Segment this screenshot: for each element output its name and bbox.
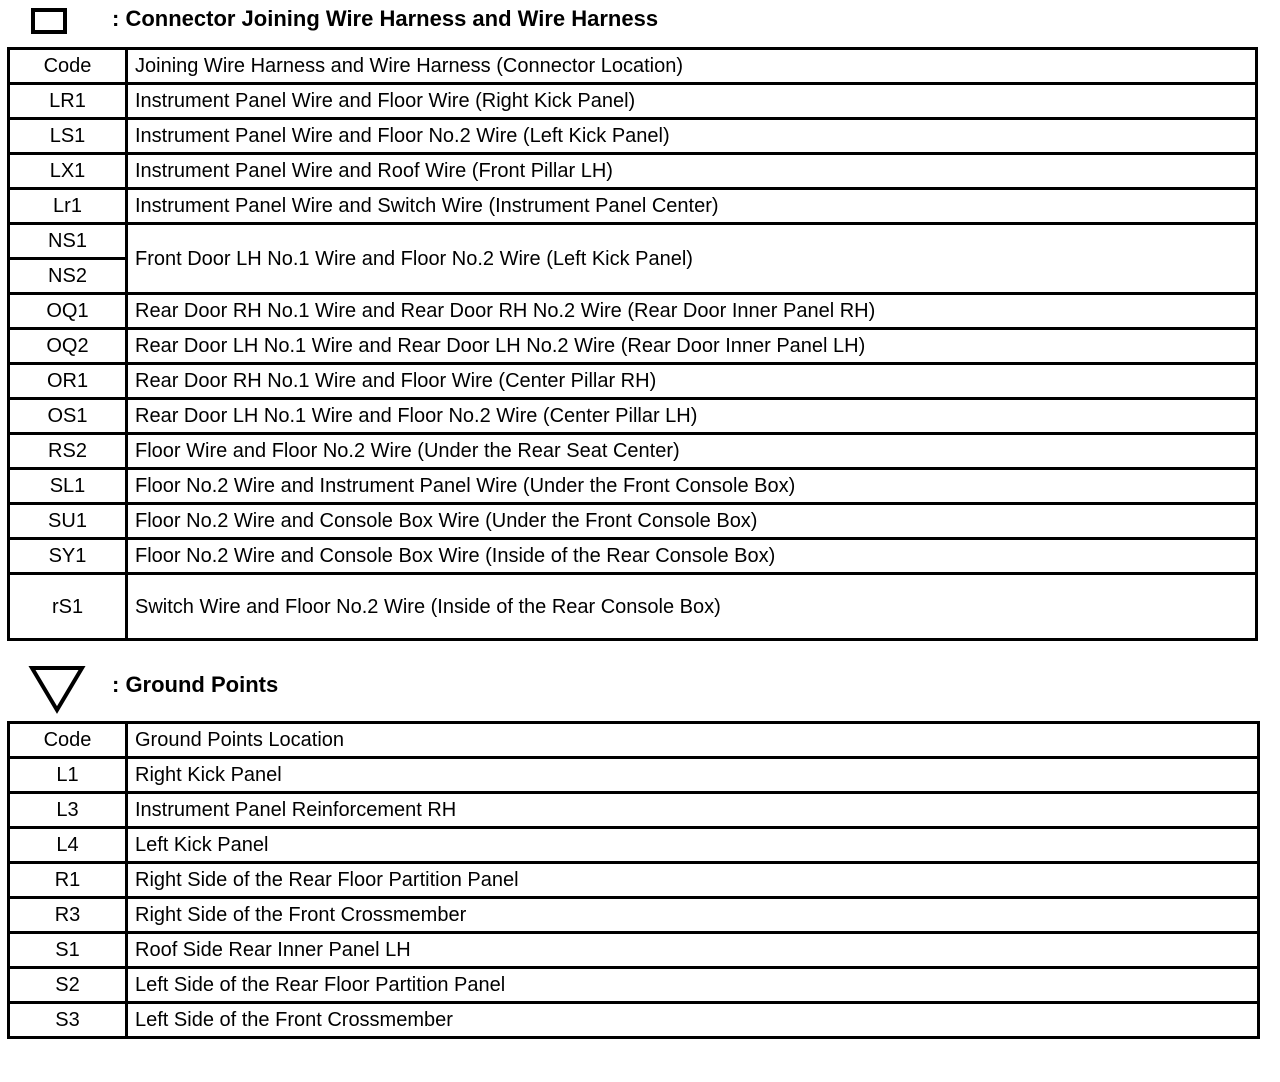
table-row xyxy=(9,898,1259,933)
row-code: rS1 xyxy=(9,574,127,640)
table-row xyxy=(9,119,1257,154)
row-location: Roof Side Rear Inner Panel LH xyxy=(127,933,1259,968)
table-row xyxy=(9,329,1257,364)
row-code: SY1 xyxy=(9,539,127,574)
row-code: R1 xyxy=(9,863,127,898)
row-code: Lr1 xyxy=(9,189,127,224)
row-location: Right Side of the Front Crossmember xyxy=(127,898,1259,933)
row-code: L4 xyxy=(9,828,127,863)
table-row xyxy=(9,828,1259,863)
row-location: Rear Door LH No.1 Wire and Floor No.2 Wire (Center Pillar LH) xyxy=(127,399,1257,434)
row-location: Instrument Panel Wire and Floor Wire (Right Kick Panel) xyxy=(127,84,1257,119)
header-location: Joining Wire Harness and Wire Harness (Connector Location) xyxy=(127,49,1257,84)
row-code: LR1 xyxy=(9,84,127,119)
table-row xyxy=(9,224,1257,259)
table-header-row xyxy=(9,49,1257,84)
row-location: Floor No.2 Wire and Instrument Panel Wire (Under the Front Console Box) xyxy=(127,469,1257,504)
table-row xyxy=(9,189,1257,224)
table-row xyxy=(9,294,1257,329)
table-row xyxy=(9,434,1257,469)
connectors-title: : Connector Joining Wire Harness and Wire Harness xyxy=(112,6,659,31)
row-location: Left Side of the Front Crossmember xyxy=(127,1003,1259,1038)
header-code: Code xyxy=(9,723,127,758)
row-code: OR1 xyxy=(9,364,127,399)
table-row xyxy=(9,758,1259,793)
table-row xyxy=(9,933,1259,968)
table-row xyxy=(9,364,1257,399)
down-triangle-outline-icon xyxy=(28,664,86,714)
row-code: OQ2 xyxy=(9,329,127,364)
row-location: Front Door LH No.1 Wire and Floor No.2 Wire (Left Kick Panel) xyxy=(127,224,1257,294)
table-row xyxy=(9,863,1259,898)
row-code: NS2 xyxy=(9,259,127,294)
row-code: RS2 xyxy=(9,434,127,469)
row-code: R3 xyxy=(9,898,127,933)
table-row xyxy=(9,504,1257,539)
square-outline-icon xyxy=(31,8,67,34)
row-location: Rear Door RH No.1 Wire and Rear Door RH No.2 Wire (Rear Door Inner Panel RH) xyxy=(127,294,1257,329)
row-code: LS1 xyxy=(9,119,127,154)
table-row xyxy=(9,469,1257,504)
table-row xyxy=(9,539,1257,574)
table-row xyxy=(9,574,1257,640)
row-location: Rear Door LH No.1 Wire and Rear Door LH No.2 Wire (Rear Door Inner Panel LH) xyxy=(127,329,1257,364)
table-header-row xyxy=(9,723,1259,758)
row-location: Instrument Panel Wire and Switch Wire (Instrument Panel Center) xyxy=(127,189,1257,224)
row-location: Floor Wire and Floor No.2 Wire (Under the Rear Seat Center) xyxy=(127,434,1257,469)
row-location: Rear Door RH No.1 Wire and Floor Wire (Center Pillar RH) xyxy=(127,364,1257,399)
ground-points-table xyxy=(7,721,1260,1039)
row-code: L1 xyxy=(9,758,127,793)
row-code: S3 xyxy=(9,1003,127,1038)
row-location: Left Kick Panel xyxy=(127,828,1259,863)
connectors-table xyxy=(7,47,1258,641)
table-row xyxy=(9,1003,1259,1038)
table-row xyxy=(9,793,1259,828)
row-location: Instrument Panel Reinforcement RH xyxy=(127,793,1259,828)
table-row xyxy=(9,399,1257,434)
row-code: OQ1 xyxy=(9,294,127,329)
row-code: SU1 xyxy=(9,504,127,539)
row-code: NS1 xyxy=(9,224,127,259)
row-location: Instrument Panel Wire and Roof Wire (Front Pillar LH) xyxy=(127,154,1257,189)
table-row xyxy=(9,154,1257,189)
row-location: Right Kick Panel xyxy=(127,758,1259,793)
table-row xyxy=(9,968,1259,1003)
row-code: L3 xyxy=(9,793,127,828)
row-location: Switch Wire and Floor No.2 Wire (Inside of the Rear Console Box) xyxy=(127,574,1257,640)
row-code: S1 xyxy=(9,933,127,968)
row-location: Left Side of the Rear Floor Partition Panel xyxy=(127,968,1259,1003)
header-code: Code xyxy=(9,49,127,84)
row-code: SL1 xyxy=(9,469,127,504)
ground-points-title: : Ground Points xyxy=(112,672,279,697)
table-row xyxy=(9,84,1257,119)
row-code: OS1 xyxy=(9,399,127,434)
header-location: Ground Points Location xyxy=(127,723,1259,758)
row-code: S2 xyxy=(9,968,127,1003)
row-location: Floor No.2 Wire and Console Box Wire (Under the Front Console Box) xyxy=(127,504,1257,539)
row-location: Floor No.2 Wire and Console Box Wire (Inside of the Rear Console Box) xyxy=(127,539,1257,574)
row-location: Right Side of the Rear Floor Partition Panel xyxy=(127,863,1259,898)
row-location: Instrument Panel Wire and Floor No.2 Wire (Left Kick Panel) xyxy=(127,119,1257,154)
row-code: LX1 xyxy=(9,154,127,189)
